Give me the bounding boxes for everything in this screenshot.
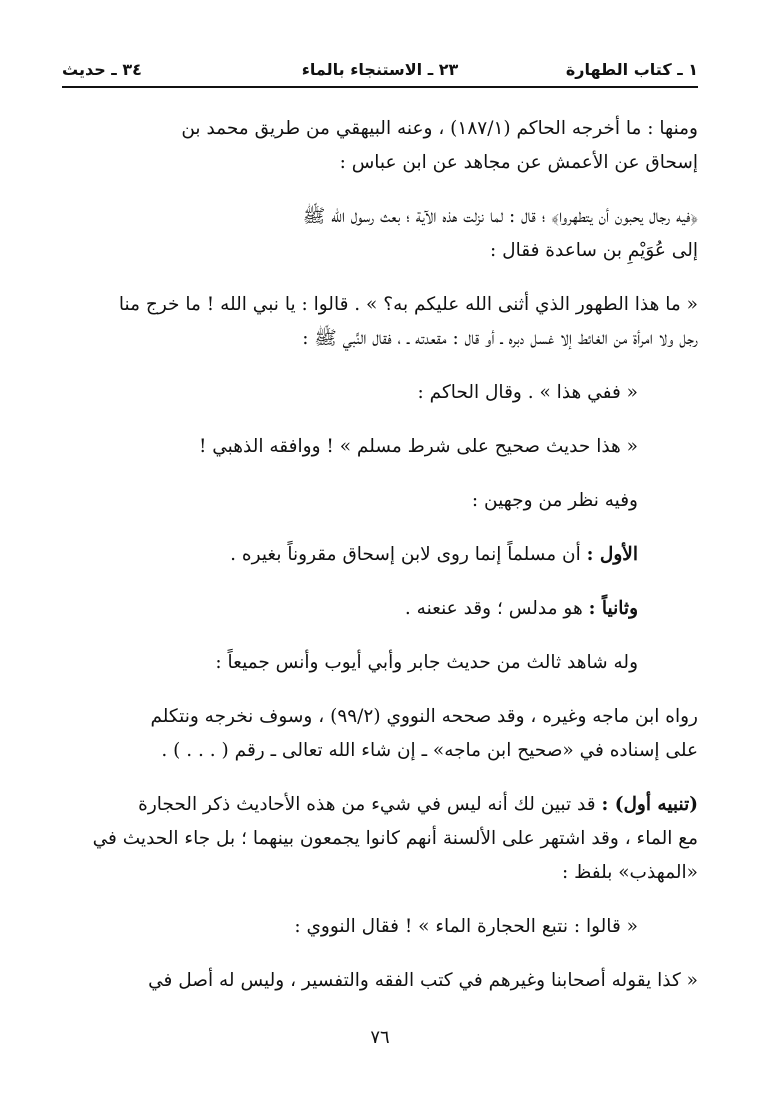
hadith-number: ٣٤ ـ حديث bbox=[62, 60, 142, 79]
paragraph-7 bbox=[62, 538, 698, 572]
text-line bbox=[62, 788, 698, 822]
page-number: ٧٦ bbox=[370, 1027, 390, 1048]
paragraph-12 bbox=[62, 910, 698, 944]
paragraph-9 bbox=[62, 646, 698, 680]
paragraph-11 bbox=[62, 788, 698, 890]
text-line: مع الماء ، وقد اشتهر على الألسنة أنهم كانوا يجمعون بينهما ؛ بل جاء الحديث في bbox=[92, 828, 698, 849]
paragraph-4 bbox=[62, 376, 698, 410]
second-reason-label: وثانياً : bbox=[588, 598, 638, 619]
text-line: إلى عُوَيْمِ بن ساعدة فقال : bbox=[490, 240, 698, 261]
text-line: على إسناده في «صحيح ابن ماجه» ـ إن شاء الله تعالى ـ رقم ( . . . ) . bbox=[161, 740, 698, 761]
text-line: ﴿فيه رجال يحبون أن يتطهروا﴾ ؛ قال : لما نزلت هذه الآية ؛ بعث رسول الله ﷺ bbox=[302, 206, 698, 227]
text-line: «المهذب» بلفظ : bbox=[562, 862, 698, 883]
second-reason-text: هو مدلس ؛ وقد عنعنه . bbox=[404, 598, 589, 619]
paragraph-13 bbox=[62, 964, 698, 998]
book-page bbox=[62, 52, 698, 1052]
text-line: « قالوا : نتبع الحجارة الماء » ! فقال النووي : bbox=[294, 916, 638, 937]
paragraph-6 bbox=[62, 484, 698, 518]
paragraph-5 bbox=[62, 430, 698, 464]
text-line: رواه ابن ماجه وغيره ، وقد صححه النووي (٩٩/٢) ، وسوف نخرجه ونتكلم bbox=[150, 706, 698, 727]
text-line: « هذا حديث صحيح على شرط مسلم » ! ووافقه الذهبي ! bbox=[198, 436, 638, 457]
note-text: قد تبين لك أنه ليس في شيء من هذه الأحاديث ذكر الحجارة bbox=[138, 794, 602, 815]
text-line: إسحاق عن الأعمش عن مجاهد عن ابن عباس : bbox=[339, 152, 698, 173]
text-line: وله شاهد ثالث من حديث جابر وأبي أيوب وأنس جميعاً : bbox=[215, 652, 638, 673]
paragraph-2 bbox=[62, 200, 698, 268]
text-line: ومنها : ما أخرجه الحاكم (١٨٧/١) ، وعنه البيهقي من طريق محمد بن bbox=[181, 118, 698, 139]
paragraph-8 bbox=[62, 592, 698, 626]
first-reason-label: الأول : bbox=[586, 544, 638, 565]
page-body bbox=[62, 112, 698, 1018]
text-line: « كذا يقوله أصحابنا وغيرهم في كتب الفقه والتفسير ، وليس له أصل في bbox=[148, 970, 698, 991]
chapter-title: ٢٣ ـ الاستنجاء بالماء bbox=[301, 60, 459, 79]
text-line bbox=[62, 592, 638, 626]
paragraph-3 bbox=[62, 288, 698, 356]
paragraph-1 bbox=[62, 112, 698, 180]
book-title: ١ ـ كتاب الطهارة bbox=[565, 60, 698, 79]
text-line bbox=[62, 538, 638, 572]
text-line: « ما هذا الطهور الذي أثنى الله عليكم به؟ » . قالوا : يا نبي الله ! ما خرج منا bbox=[118, 294, 698, 315]
running-header bbox=[62, 52, 698, 88]
paragraph-10 bbox=[62, 700, 698, 768]
note-label: (تنبيه أول) : bbox=[601, 794, 698, 815]
text-line: « ففي هذا » . وقال الحاكم : bbox=[417, 382, 638, 403]
text-line: وفيه نظر من وجهين : bbox=[471, 490, 638, 511]
text-line: رجل ولا امرأة من الغائط إلا غسل دبره ـ أو قال : مقعدته ـ ، فقال النَّبي ﷺ : bbox=[302, 328, 698, 349]
first-reason-text: أن مسلماً إنما روى لابن إسحاق مقروناً بغيره . bbox=[230, 544, 587, 565]
